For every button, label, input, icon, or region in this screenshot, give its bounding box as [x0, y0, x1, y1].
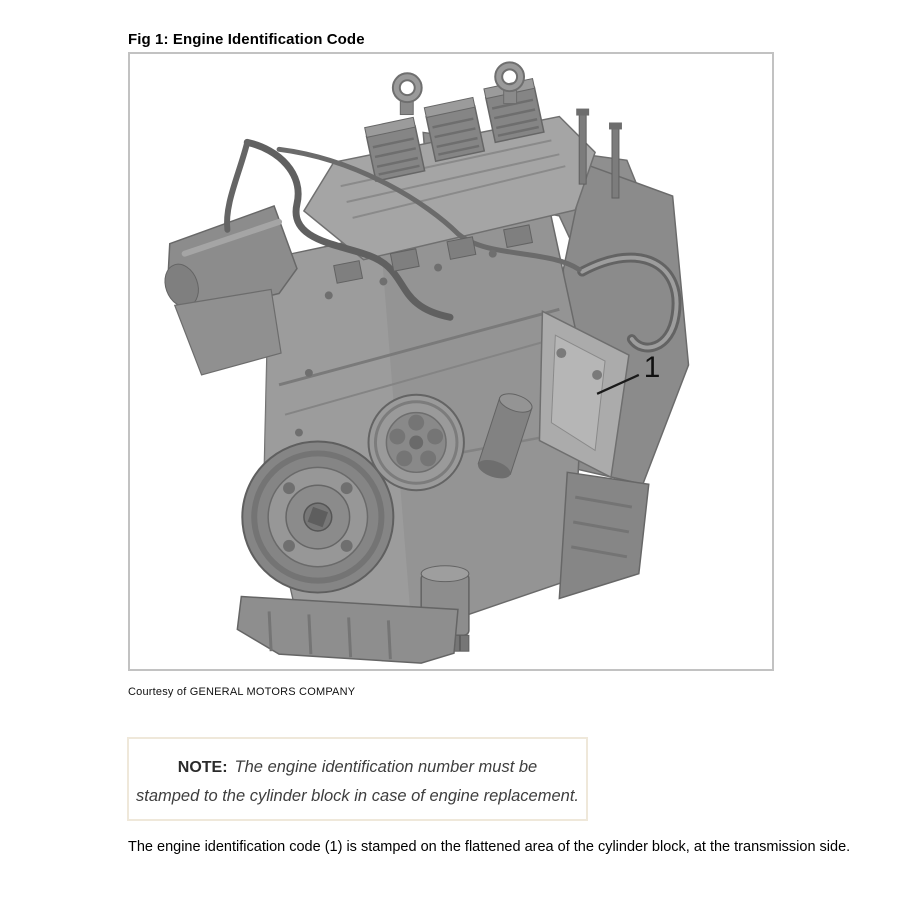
note-line-1: [129, 753, 586, 782]
body-paragraph: The engine identification code (1) is stamped on the flattened area of the cylinder block, at the transmission side.: [128, 839, 851, 855]
figure-frame: [128, 52, 774, 671]
crank-pulley: [242, 442, 393, 593]
note-box: [127, 737, 588, 821]
note-text-line1: The engine identification number must be: [234, 758, 538, 776]
note-text-line2: stamped to the cylinder block in case of engine replacement.: [135, 787, 579, 805]
water-pump-pulley: [369, 395, 464, 490]
courtesy-line: Courtesy of GENERAL MOTORS COMPANY: [128, 686, 356, 698]
engine-illustration: [130, 54, 772, 669]
figure-title: Fig 1: Engine Identification Code: [128, 31, 365, 48]
callout-1-label: 1: [643, 350, 661, 384]
note-label: NOTE:: [177, 759, 228, 776]
